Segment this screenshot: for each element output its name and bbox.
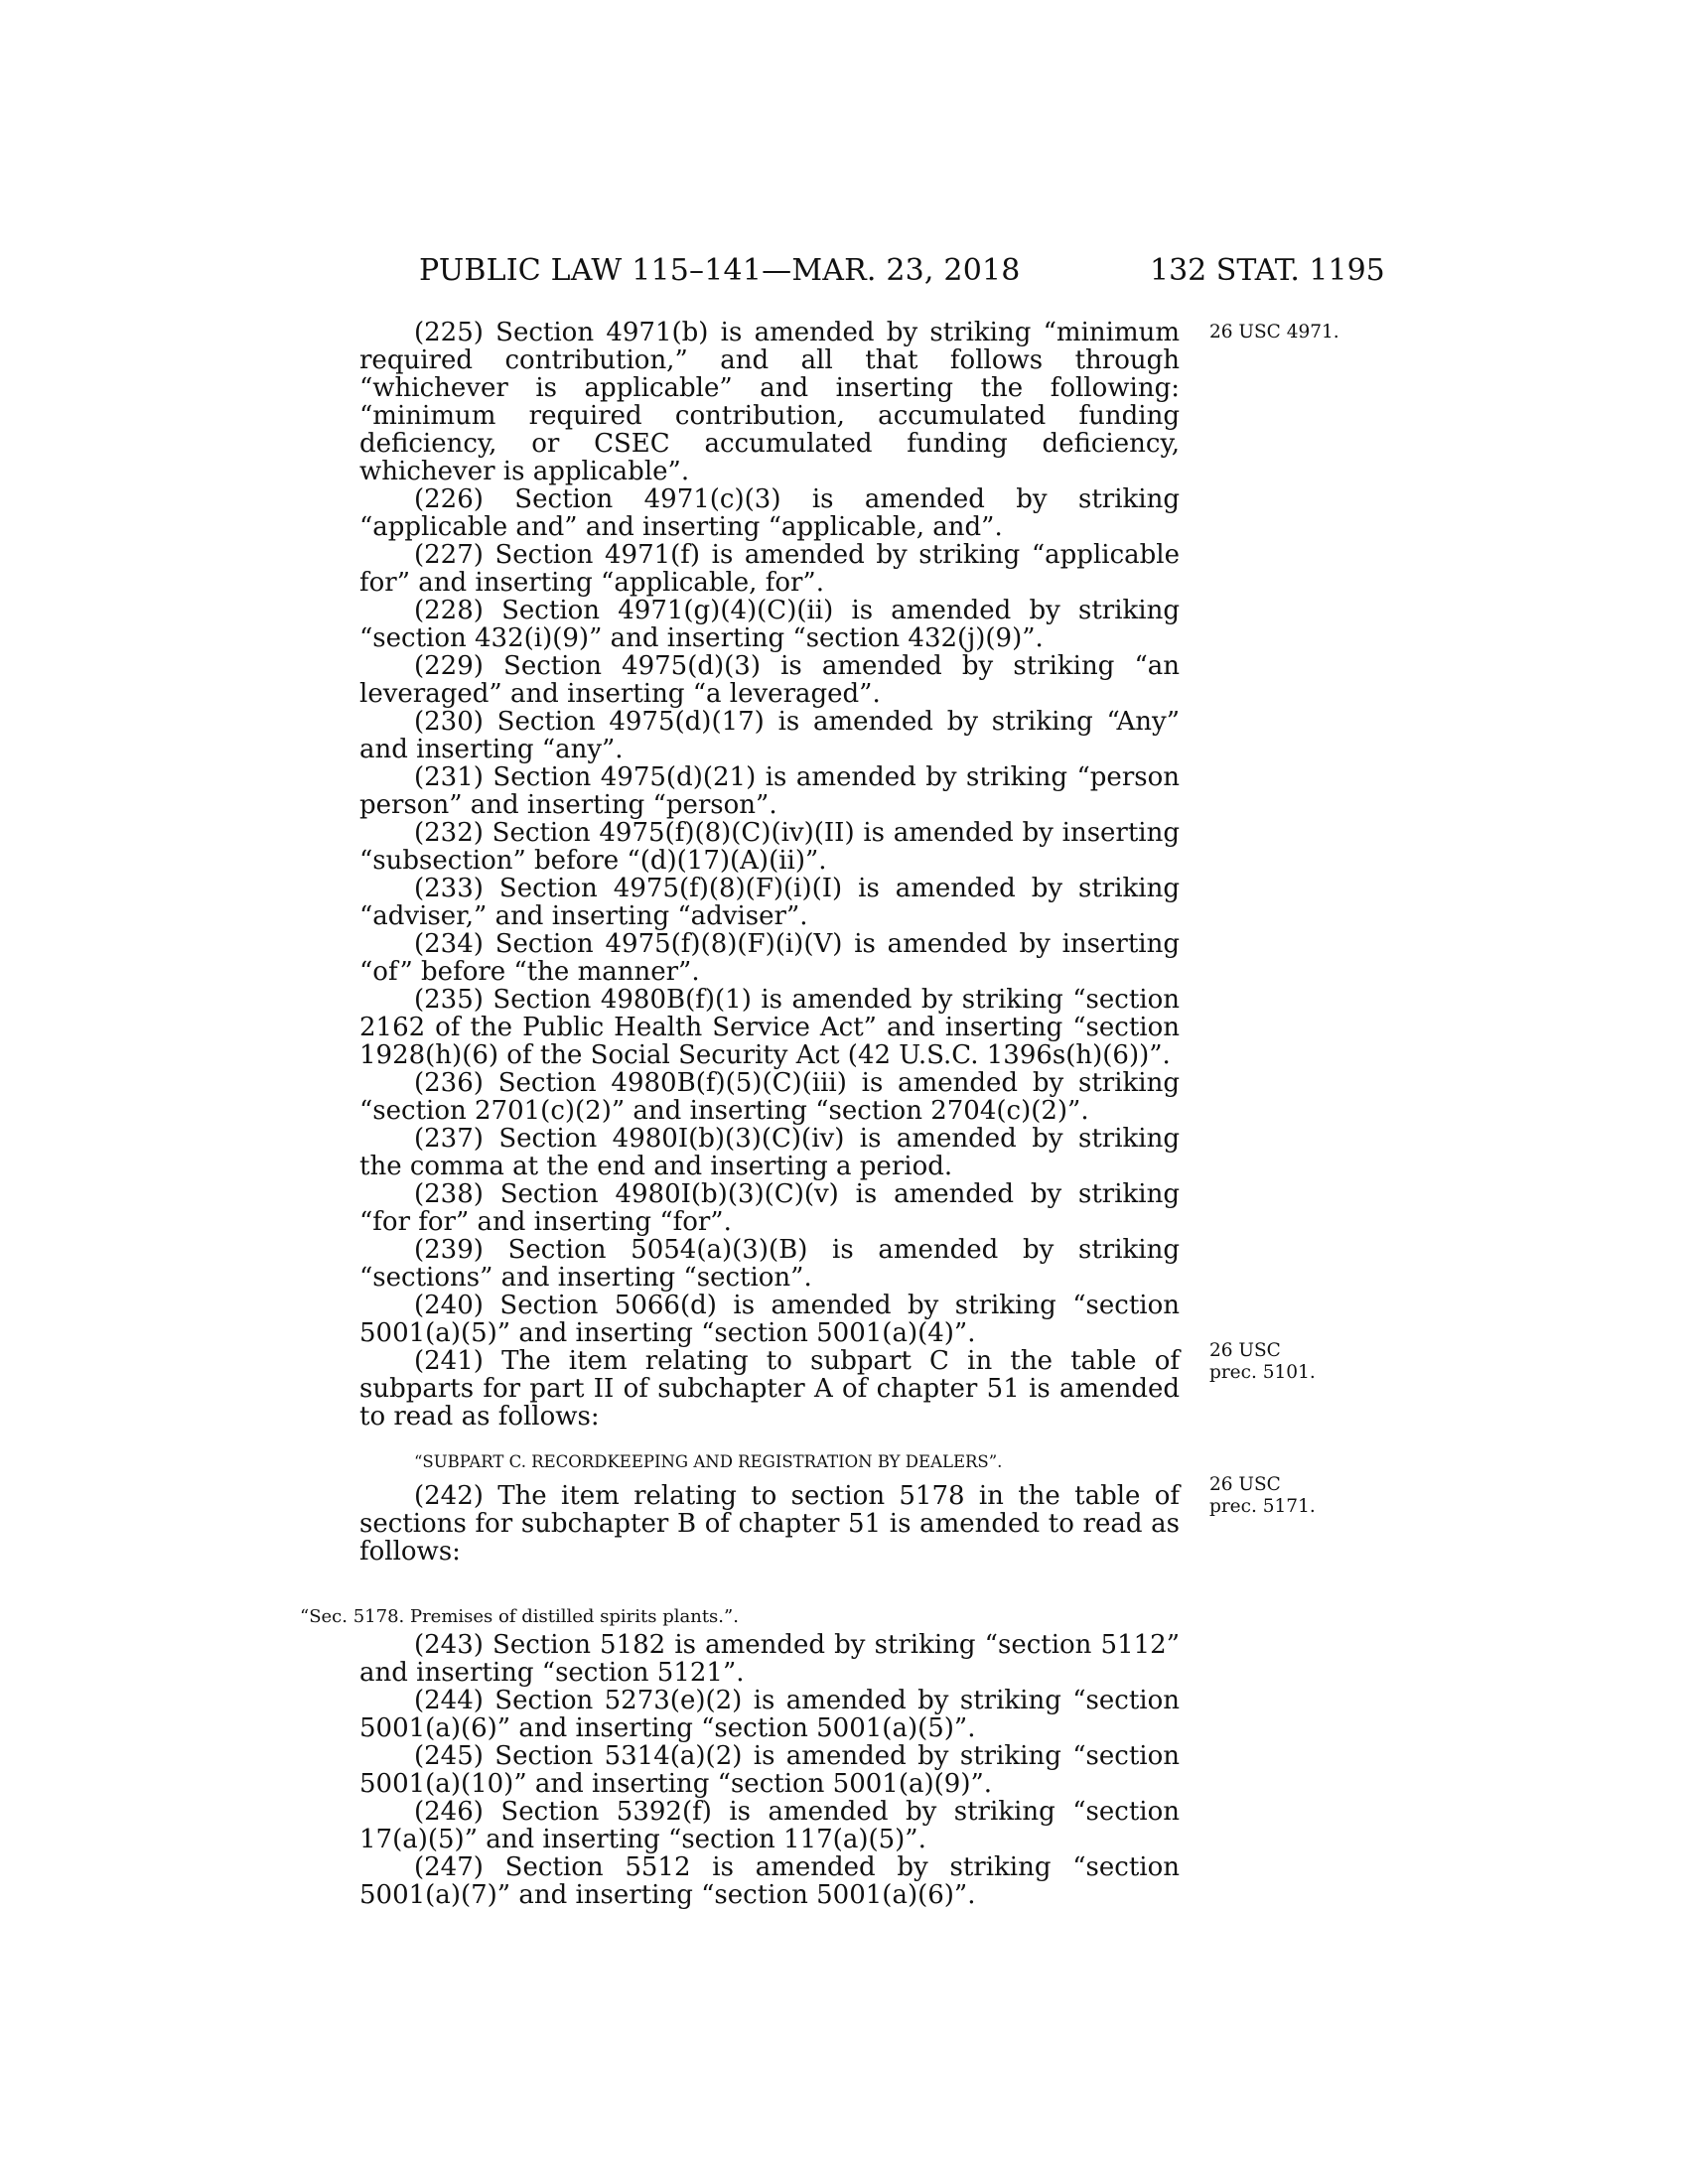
- running-head-title: PUBLIC LAW 115–141—MAR. 23, 2018: [419, 253, 1021, 288]
- paragraph-243: (243) Section 5182 is amended by striking “section 5112” and inserting “section 5121”.: [359, 1630, 1180, 1688]
- paragraph-238: (238) Section 4980I(b)(3)(C)(v) is amended by striking “for for” and inserting “for”.: [359, 1179, 1180, 1237]
- paragraph-245: (245) Section 5314(a)(2) is amended by striking “section 5001(a)(10)” and inserting “section 5001(a)(9)”.: [359, 1741, 1180, 1799]
- paragraph-236: (236) Section 4980B(f)(5)(C)(iii) is amended by striking “section 2701(c)(2)” and inserting “section 2704(c)(2)”.: [359, 1068, 1180, 1126]
- paragraph-235: (235) Section 4980B(f)(1) is amended by striking “section 2162 of the Public Health Service Act” and inserting “section 1928(h)(6) of the Social Security Act (42 U.S.C. 1396s(h)(6))”.: [359, 985, 1180, 1070]
- paragraph-240: (240) Section 5066(d) is amended by striking “section 5001(a)(5)” and inserting “section 5001(a)(4)”.: [359, 1291, 1180, 1348]
- margin-note-usc-prec-5101: 26 USC prec. 5101.: [1209, 1340, 1316, 1383]
- paragraph-231: (231) Section 4975(d)(21) is amended by striking “person person” and inserting “person”.: [359, 762, 1180, 820]
- paragraph-239: (239) Section 5054(a)(3)(B) is amended by striking “sections” and inserting “section”.: [359, 1235, 1180, 1293]
- subpart-c-heading: “SUBPART C. RECORDKEEPING AND REGISTRATION BY DEALERS”.: [414, 1452, 1003, 1471]
- paragraph-226: (226) Section 4971(c)(3) is amended by striking “applicable and” and inserting “applicable, and”.: [359, 484, 1180, 542]
- paragraph-232: (232) Section 4975(f)(8)(C)(iv)(II) is amended by inserting “subsection” before “(d)(17)(A)(ii)”.: [359, 818, 1180, 876]
- paragraph-233: (233) Section 4975(f)(8)(F)(i)(I) is amended by striking “adviser,” and inserting “adviser”.: [359, 874, 1180, 931]
- paragraph-247: (247) Section 5512 is amended by striking “section 5001(a)(7)” and inserting “section 5001(a)(6)”.: [359, 1852, 1180, 1910]
- paragraph-241: (241) The item relating to subpart C in the table of subparts for part II of subchapter A of chapter 51 is amended to read as follows:: [359, 1346, 1180, 1432]
- paragraph-234: (234) Section 4975(f)(8)(F)(i)(V) is amended by inserting “of” before “the manner”.: [359, 929, 1180, 987]
- margin-note-usc-prec-5171: 26 USC prec. 5171.: [1209, 1474, 1316, 1517]
- paragraph-225: (225) Section 4971(b) is amended by striking “minimum required contribution,” and all that follows through “whichever is applicable” and inserting the following: “minimum required contribution, accumulated funding deficiency, or CSEC accumulated funding deficiency, whichever is applicable”.: [359, 318, 1180, 486]
- paragraph-246: (246) Section 5392(f) is amended by striking “section 17(a)(5)” and inserting “section 117(a)(5)”.: [359, 1797, 1180, 1854]
- paragraph-228: (228) Section 4971(g)(4)(C)(ii) is amended by striking “section 432(i)(9)” and inserting “section 432(j)(9)”.: [359, 596, 1180, 653]
- document-body: [300, 318, 1180, 1910]
- paragraph-230: (230) Section 4975(d)(17) is amended by striking “Any” and inserting “any”.: [359, 707, 1180, 764]
- paragraph-237: (237) Section 4980I(b)(3)(C)(iv) is amended by striking the comma at the end and inserting a period.: [359, 1124, 1180, 1181]
- margin-note-usc-4971: 26 USC 4971.: [1209, 322, 1339, 342]
- section-5178-item: “Sec. 5178. Premises of distilled spirits plants.”.: [300, 1606, 739, 1627]
- paragraph-227: (227) Section 4971(f) is amended by striking “applicable for” and inserting “applicable, for”.: [359, 540, 1180, 598]
- paragraph-244: (244) Section 5273(e)(2) is amended by striking “section 5001(a)(6)” and inserting “section 5001(a)(5)”.: [359, 1686, 1180, 1743]
- paragraph-242: (242) The item relating to section 5178 in the table of sections for subchapter B of chapter 51 is amended to read as follows:: [359, 1481, 1180, 1567]
- statute-page-number: 132 STAT. 1195: [1150, 253, 1385, 288]
- paragraph-229: (229) Section 4975(d)(3) is amended by striking “an leveraged” and inserting “a leveraged”.: [359, 651, 1180, 709]
